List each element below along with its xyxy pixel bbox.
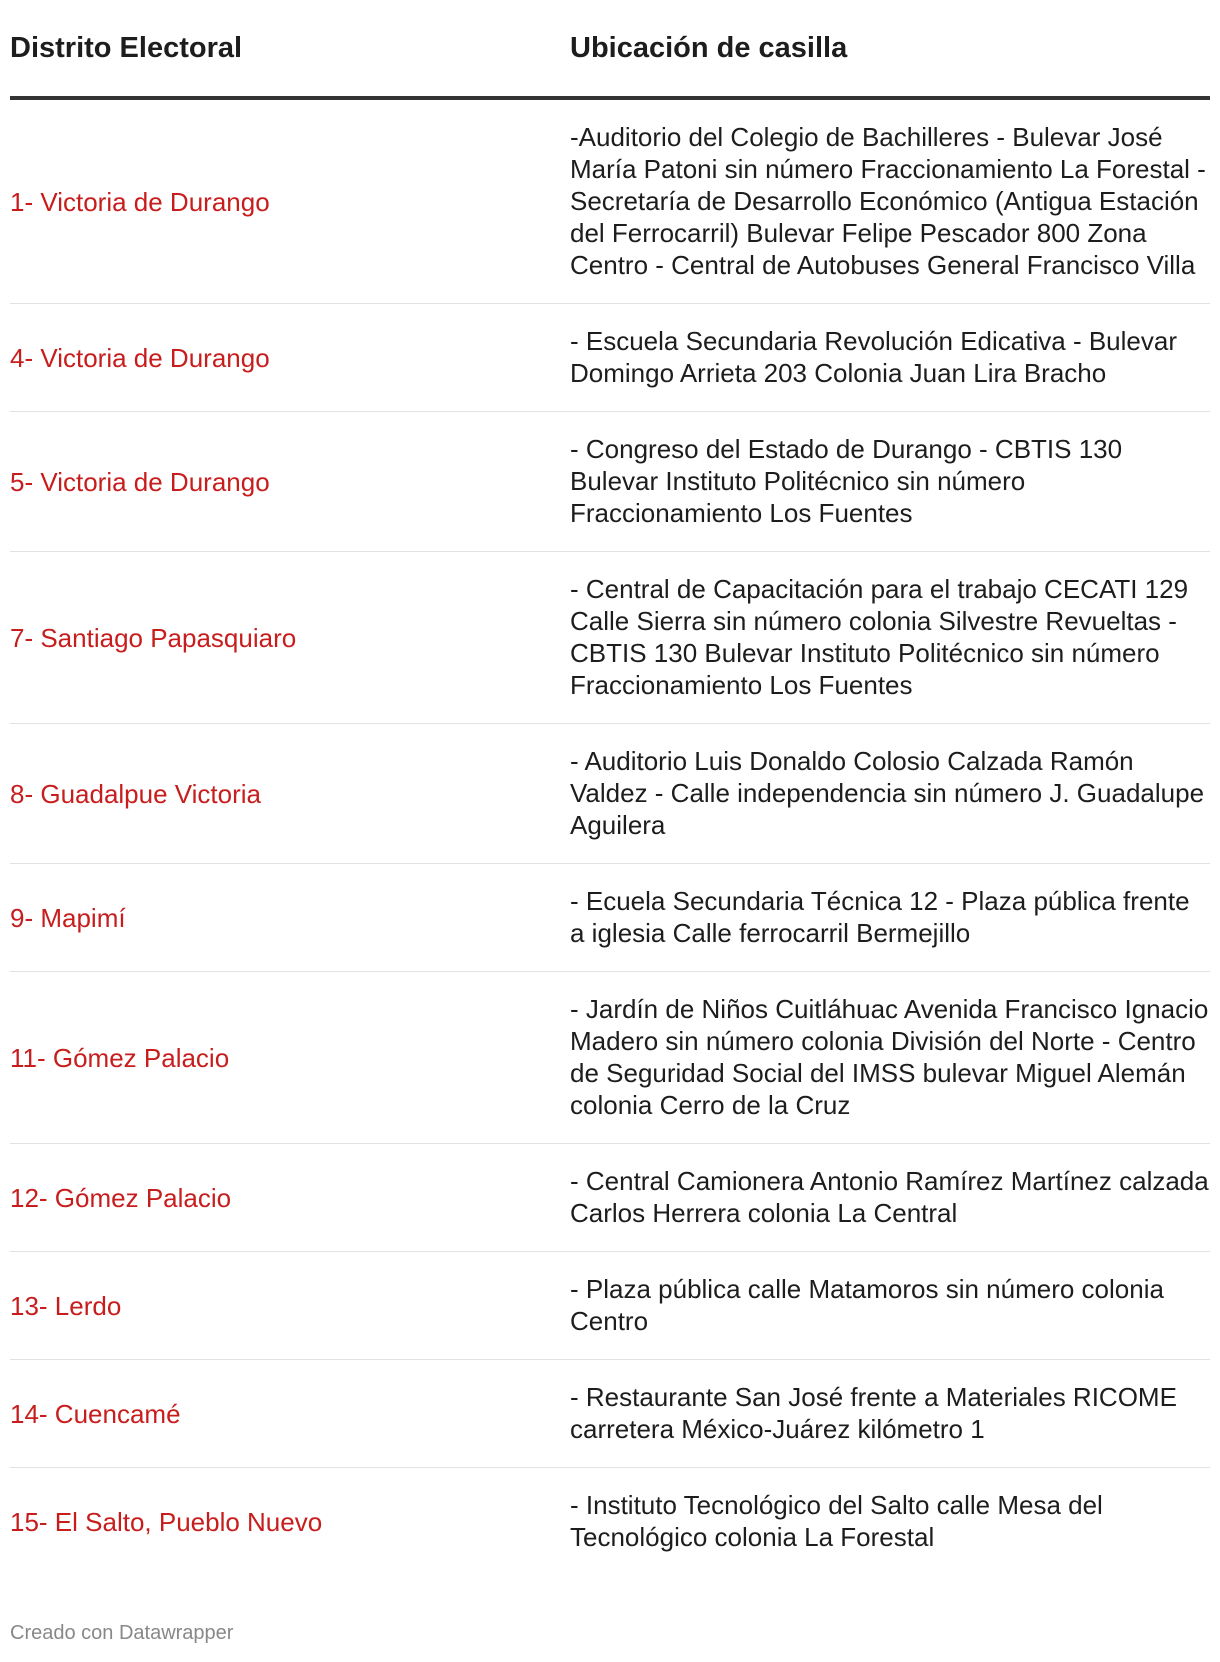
table-row: [10, 724, 1210, 864]
district-cell: 9- Mapimí: [10, 864, 570, 972]
location-cell: - Auditorio Luis Donaldo Colosio Calzada Ramón Valdez - Calle independencia sin número J. Guadalupe Aguilera: [570, 724, 1210, 864]
column-header-location[interactable]: Ubicación de casilla: [570, 0, 1210, 98]
location-cell: - Instituto Tecnológico del Salto calle Mesa del Tecnológico colonia La Forestal: [570, 1490, 1103, 1552]
location-cell: -Auditorio del Colegio de Bachilleres - Bulevar José María Patoni sin número Fraccionamiento La Forestal - Secretaría de Desarrollo Económico (Antigua Estación del Ferrocarril) Bulevar Felipe Pescador 800 Zona Centro - Central de Autobuses General Francisco Villa: [570, 98, 1210, 304]
district-cell: 12- Gómez Palacio: [10, 1144, 570, 1252]
district-cell: 8- Guadalpue Victoria: [10, 724, 570, 864]
location-cell: - Escuela Secundaria Revolución Edicativa - Bulevar Domingo Arrieta 203 Colonia Juan Lira Bracho: [570, 304, 1210, 412]
district-cell: 15- El Salto, Pueblo Nuevo: [10, 1506, 323, 1537]
location-cell: - Congreso del Estado de Durango - CBTIS 130 Bulevar Instituto Politécnico sin número Fraccionamiento Los Fuentes: [570, 412, 1210, 552]
district-cell: 5- Victoria de Durango: [10, 412, 570, 552]
district-cell: 13- Lerdo: [10, 1252, 570, 1360]
district-cell: 1- Victoria de Durango: [10, 98, 570, 304]
table-row: [10, 1252, 1210, 1360]
location-cell: - Ecuela Secundaria Técnica 12 - Plaza pública frente a iglesia Calle ferrocarril Bermejillo: [570, 864, 1210, 972]
location-cell: - Central Camionera Antonio Ramírez Martínez calzada Carlos Herrera colonia La Central: [570, 1144, 1210, 1252]
datawrapper-credit-link[interactable]: Creado con Datawrapper: [10, 1622, 234, 1644]
table-row: [10, 1144, 1210, 1252]
location-cell: - Jardín de Niños Cuitláhuac Avenida Francisco Ignacio Madero sin número colonia División del Norte - Centro de Seguridad Social del IMSS bulevar Miguel Alemán colonia Cerro de la Cruz: [570, 972, 1210, 1144]
location-cell: - Restaurante San José frente a Materiales RICOME carretera México-Juárez kilómetro 1: [570, 1360, 1210, 1468]
table-header: [10, 0, 1210, 98]
header-row: [10, 0, 1210, 98]
district-cell: 4- Victoria de Durango: [10, 304, 570, 412]
table-row: [10, 972, 1210, 1144]
table-row: [10, 412, 1210, 552]
table-container: [10, 0, 1210, 1575]
table-body: [10, 98, 1210, 1575]
district-cell: 11- Gómez Palacio: [10, 972, 570, 1144]
table-row: [10, 552, 1210, 724]
table-row: [10, 98, 1210, 304]
location-cell: - Central de Capacitación para el trabajo CECATI 129 Calle Sierra sin número colonia Silvestre Revueltas - CBTIS 130 Bulevar Instituto Politécnico sin número Fraccionamiento Los Fuentes: [570, 552, 1210, 724]
column-header-district[interactable]: Distrito Electoral: [10, 0, 570, 98]
table-row: [10, 864, 1210, 972]
table-row: [10, 1360, 1210, 1468]
table-row: [10, 1468, 1210, 1576]
district-cell: 14- Cuencamé: [10, 1360, 570, 1468]
polling-locations-table: [10, 0, 1210, 1575]
table-row: [10, 304, 1210, 412]
location-cell: - Plaza pública calle Matamoros sin número colonia Centro: [570, 1252, 1210, 1360]
district-cell: 7- Santiago Papasquiaro: [10, 552, 570, 724]
